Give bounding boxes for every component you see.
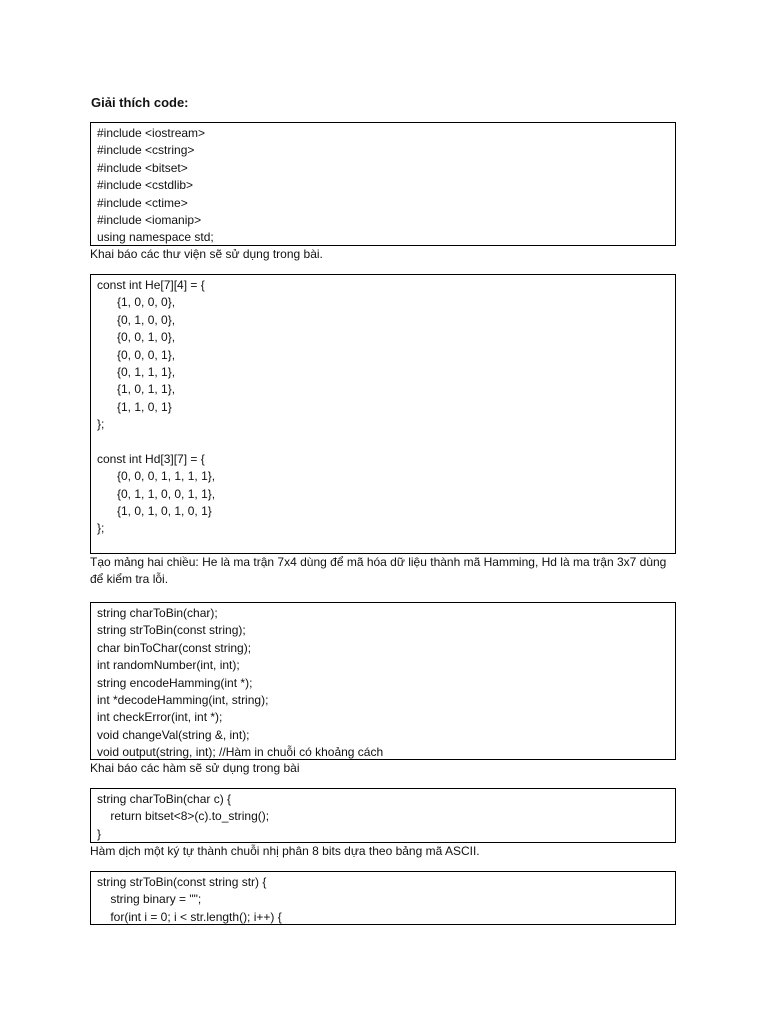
caption-chartobin: Hàm dịch một ký tự thành chuỗi nhị phân 8 bits dựa theo bảng mã ASCII. bbox=[90, 844, 480, 858]
code-line: #include <cstdlib> bbox=[97, 178, 194, 193]
code-line: using namespace std; bbox=[97, 230, 214, 245]
code-line: return bitset<8>(c).to_string(); bbox=[97, 809, 270, 824]
code-line: const int Hd[3][7] = { bbox=[97, 451, 205, 466]
code-line: const int He[7][4] = { bbox=[97, 278, 205, 292]
code-line: for(int i = 0; i < str.length(); i++) { bbox=[97, 909, 282, 924]
code-line: #include <ctime> bbox=[97, 195, 188, 210]
code-line: {0, 1, 1, 1}, bbox=[97, 364, 176, 379]
code-line: void changeVal(string &, int); bbox=[97, 727, 250, 742]
code-block-strtobin bbox=[90, 871, 676, 925]
code-line: string strToBin(const string str) { bbox=[97, 875, 267, 889]
caption-includes: Khai báo các thư viện sẽ sử dụng trong bài. bbox=[90, 247, 323, 261]
code-line: {1, 1, 0, 1} bbox=[97, 399, 172, 414]
caption-matrices: Tạo mảng hai chiều: He là ma trận 7x4 dùng để mã hóa dữ liệu thành mã Hamming, Hd là ma trận 3x7 dùng để kiểm tra lỗi. bbox=[90, 555, 667, 587]
code-block-chartobin bbox=[90, 788, 676, 843]
code-line: int *decodeHamming(int, string); bbox=[97, 692, 269, 707]
code-line: {0, 1, 1, 0, 0, 1, 1}, bbox=[97, 486, 216, 501]
code-line: string strToBin(const string); bbox=[97, 623, 246, 638]
code-line: #include <iomanip> bbox=[97, 212, 202, 227]
code-line: void output(string, int); //Hàm in chuỗi có khoảng cách bbox=[97, 745, 384, 760]
code-line: {0, 0, 0, 1}, bbox=[97, 347, 176, 362]
code-line: int randomNumber(int, int); bbox=[97, 658, 240, 673]
code-line: {0, 0, 0, 1, 1, 1, 1}, bbox=[97, 469, 216, 484]
code-line: {1, 0, 0, 0}, bbox=[97, 295, 176, 310]
code-line: string charToBin(char); bbox=[97, 606, 218, 620]
code-line: #include <bitset> bbox=[97, 160, 188, 175]
section-heading: Giải thích code: bbox=[91, 95, 189, 110]
code-block-includes bbox=[90, 122, 676, 246]
code-line: {1, 0, 1, 1}, bbox=[97, 382, 176, 397]
code-block-prototypes bbox=[90, 602, 676, 760]
code-line: #include <cstring> bbox=[97, 143, 195, 158]
caption-prototypes: Khai báo các hàm sẽ sử dụng trong bài bbox=[90, 761, 300, 775]
code-line: string binary = ""; bbox=[97, 892, 202, 907]
code-line: {0, 0, 1, 0}, bbox=[97, 330, 176, 345]
code-block-matrices bbox=[90, 274, 676, 554]
code-line: }; bbox=[97, 417, 105, 432]
code-line: string charToBin(char c) { bbox=[97, 792, 232, 806]
code-line bbox=[97, 434, 675, 451]
code-line: #include <iostream> bbox=[97, 126, 206, 140]
code-line: string encodeHamming(int *); bbox=[97, 675, 253, 690]
code-line: }; bbox=[97, 521, 105, 536]
code-line: char binToChar(const string); bbox=[97, 640, 252, 655]
code-line: {1, 0, 1, 0, 1, 0, 1} bbox=[97, 504, 212, 519]
code-line: int checkError(int, int *); bbox=[97, 710, 223, 725]
code-line: {0, 1, 0, 0}, bbox=[97, 312, 176, 327]
code-line: } bbox=[97, 826, 102, 841]
